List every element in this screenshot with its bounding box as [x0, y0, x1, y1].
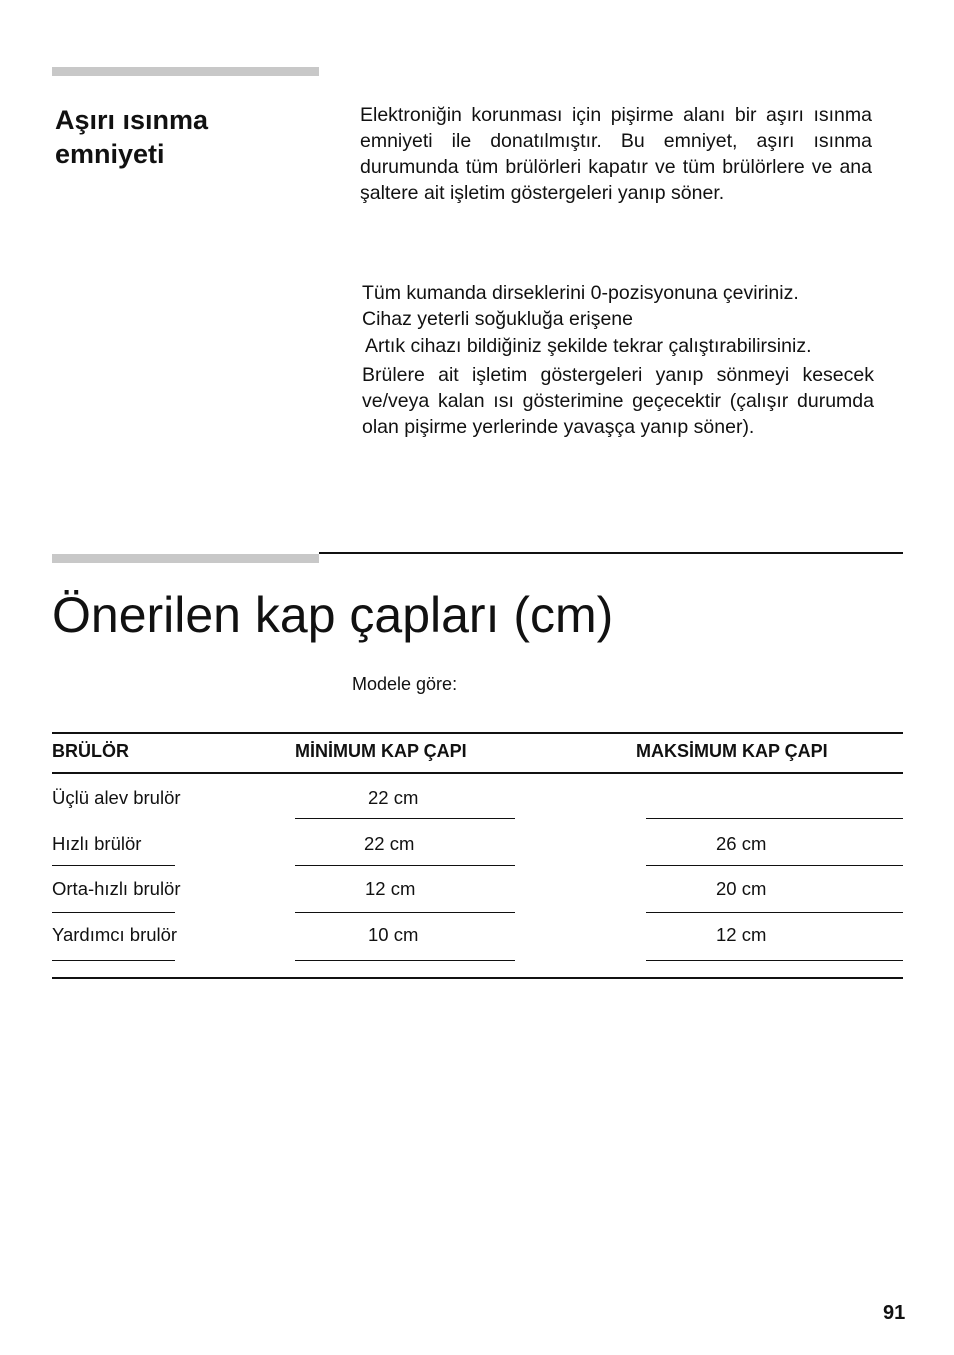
table-row-burner: Hızlı brülör: [52, 833, 142, 854]
table-row-burner: Üçlü alev brulör: [52, 787, 181, 808]
section-title-line1: Aşırı ısınma: [55, 105, 209, 135]
table-row-max: 20 cm: [716, 878, 767, 899]
section-divider-black: [319, 552, 903, 554]
table-top-rule: [52, 732, 903, 734]
table-header-rule: [52, 772, 903, 774]
row-rule-max: [646, 865, 903, 866]
instruction-line-3: Artık cihazı bildiğiniz şekilde tekrar çalıştırabilirsiniz.: [365, 335, 812, 357]
row-rule-burner: [52, 865, 175, 866]
row-rule-burner: [52, 960, 175, 961]
row-rule-burner: [52, 912, 175, 913]
table-row-max: 12 cm: [716, 924, 767, 945]
page-title: Önerilen kap çapları (cm): [52, 587, 614, 643]
subtitle-model: Modele göre:: [352, 674, 458, 694]
indicator-description: Brülere ait işletim göstergeleri yanıp sönmeyi kesecek ve/veya kalan ısı gösterimine geçecektir (çalışır durumda olan pişirme yerlerinde yavaşça yanıp söner).: [362, 364, 874, 438]
table-row-burner: Yardımcı brulör: [52, 924, 178, 945]
table-row-min: 12 cm: [365, 878, 416, 899]
row-rule-max: [646, 912, 903, 913]
row-rule-max: [646, 818, 903, 819]
section-divider-grey: [52, 554, 319, 563]
instruction-line-2: Cihaz yeterli soğukluğa erişene: [362, 308, 633, 330]
section-title-line2: emniyeti: [55, 139, 165, 169]
row-rule-min: [295, 865, 515, 866]
section-title-overheat: [55, 103, 315, 171]
row-rule-max: [646, 960, 903, 961]
page-number: 91: [883, 1302, 906, 1324]
row-rule-min: [295, 912, 515, 913]
instruction-line-1: Tüm kumanda dirseklerini 0-pozisyonuna çeviriniz.: [362, 282, 799, 304]
row-rule-min: [295, 960, 515, 961]
row-rule-min: [295, 818, 515, 819]
header-max-diameter: MAKSİMUM KAP ÇAPI: [636, 741, 828, 761]
table-row-min: 10 cm: [368, 924, 419, 945]
table-row-max: 26 cm: [716, 833, 767, 854]
overheat-description: Elektroniğin korunması için pişirme alanı bir aşırı ısınma emniyeti ile donatılmıştır. Bu emniyet, aşırı ısınma durumunda tüm brülörleri kapatır ve tüm brülörlere ve ana şaltere ait işletim göstergeleri yanıp söner.: [360, 104, 872, 204]
header-burner: BRÜLÖR: [52, 741, 129, 761]
table-row-min: 22 cm: [364, 833, 415, 854]
section-divider-top: [52, 67, 319, 76]
table-row-burner: Orta-hızlı brulör: [52, 878, 181, 899]
table-bottom-rule: [52, 977, 903, 979]
table-row-min: 22 cm: [368, 787, 419, 808]
header-min-diameter: MİNİMUM KAP ÇAPI: [295, 741, 467, 761]
